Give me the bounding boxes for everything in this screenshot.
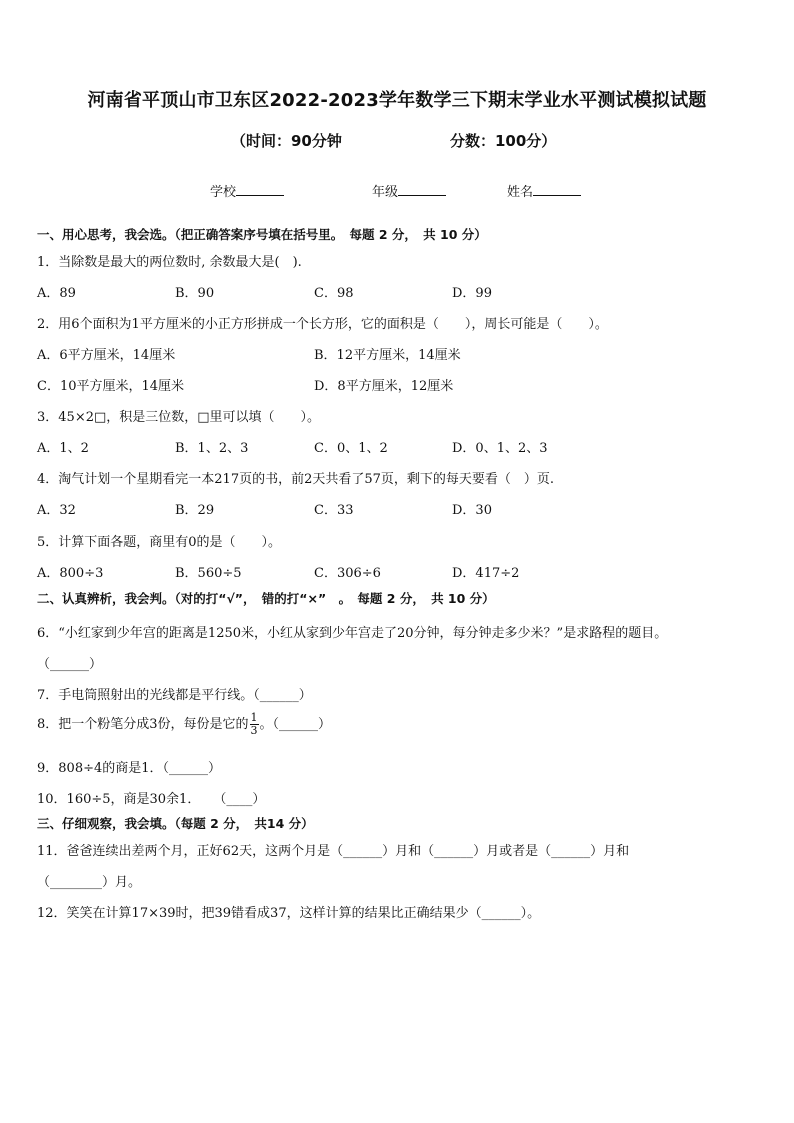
exam-time: （时间：90分钟 [231,132,342,150]
q5-option-c[interactable]: C．306÷6 [314,566,381,581]
q8-answer-blank[interactable]: 。（______） [259,717,332,732]
q2-stem: 2．用6个面积为1平方厘米的小正方形拼成一个长方形，它的面积是（ ），周长可能是（ ）。 [37,317,608,332]
q1-option-b[interactable]: B．90 [175,286,215,301]
q1-option-d[interactable]: D．99 [452,286,492,301]
school-label: 学校 [210,185,237,200]
q11-stem-cont: （________）月。 [37,875,142,890]
q8-text: 8．把一个粉笔分成3份，每份是它的 [37,717,249,732]
q7-stem: 7．手电筒照射出的光线都是平行线。（______） [37,688,312,703]
q9-stem: 9．808÷4的商是1．（______） [37,761,222,776]
q1-option-c[interactable]: C．98 [314,286,354,301]
q8-denominator: 3 [250,724,258,737]
q12-stem: 12．笑笑在计算17×39时，把39错看成37，这样计算的结果比正确结果少（______）。 [37,906,541,921]
section2-heading: 二、认真辨析，我会判。（对的打“√”， 错的打“×” 。 每题 2 分， 共 10 分） [37,591,495,606]
q8-stem [37,712,331,737]
q3-option-a[interactable]: A．1、2 [37,441,89,456]
q8-numerator: 1 [250,711,258,724]
q5-option-a[interactable]: A．800÷3 [37,566,104,581]
q2-option-a[interactable]: A．6平方厘米，14厘米 [37,348,176,363]
q2-option-c[interactable]: C．10平方厘米，14厘米 [37,379,185,394]
exam-score: 分数：100分） [450,132,557,150]
q3-option-c[interactable]: C．0、1、2 [314,441,388,456]
name-blank[interactable] [533,183,581,196]
q10-stem: 10．160÷5，商是30余1． （____） [37,792,266,807]
exam-title: 河南省平顶山市卫东区2022-2023学年数学三下期末学业水平测试模拟试题 [87,90,707,111]
q6-answer-blank[interactable]: （______） [37,657,103,672]
q1-stem: 1．当除数是最大的两位数时, 余数最大是( ). [37,255,302,270]
q11-stem: 11．爸爸连续出差两个月，正好62天，这两个月是（______）月和（______）月或者是（______）月和 [37,844,630,859]
q3-option-b[interactable]: B．1、2、3 [175,441,249,456]
q5-option-d[interactable]: D．417÷2 [452,566,520,581]
name-field[interactable] [507,181,581,200]
q6-stem: 6．“小红家到少年宫的距离是1250米，小红从家到少年宫走了20分钟，每分钟走多少米？”是求路程的题目。 [37,626,668,641]
q5-stem: 5．计算下面各题，商里有0的是（ ）。 [37,535,282,550]
q3-stem: 3．45×2□，积是三位数，□里可以填（ ）。 [37,410,321,425]
q8-fraction [250,712,259,737]
grade-blank[interactable] [398,183,446,196]
q2-option-b[interactable]: B．12平方厘米，14厘米 [314,348,461,363]
section3-heading: 三、仔细观察，我会填。（每题 2 分， 共14 分） [37,816,314,831]
q4-stem: 4．淘气计划一个星期看完一本217页的书，前2天共看了57页，剩下的每天要看（ ）页. [37,472,555,487]
q4-option-d[interactable]: D．30 [452,503,492,518]
name-label: 姓名 [507,185,534,200]
school-blank[interactable] [236,183,284,196]
grade-label: 年级 [372,185,399,200]
q2-option-d[interactable]: D．8平方厘米，12厘米 [314,379,454,394]
school-field[interactable] [210,181,284,200]
section1-heading: 一、用心思考，我会选。（把正确答案序号填在括号里。 每题 2 分， 共 10 分） [37,227,487,242]
q1-option-a[interactable]: A．89 [37,286,76,301]
q4-option-b[interactable]: B．29 [175,503,215,518]
q3-option-d[interactable]: D．0、1、2、3 [452,441,548,456]
q4-option-a[interactable]: A．32 [37,503,76,518]
q4-option-c[interactable]: C．33 [314,503,354,518]
grade-field[interactable] [372,181,446,200]
q5-option-b[interactable]: B．560÷5 [175,566,242,581]
